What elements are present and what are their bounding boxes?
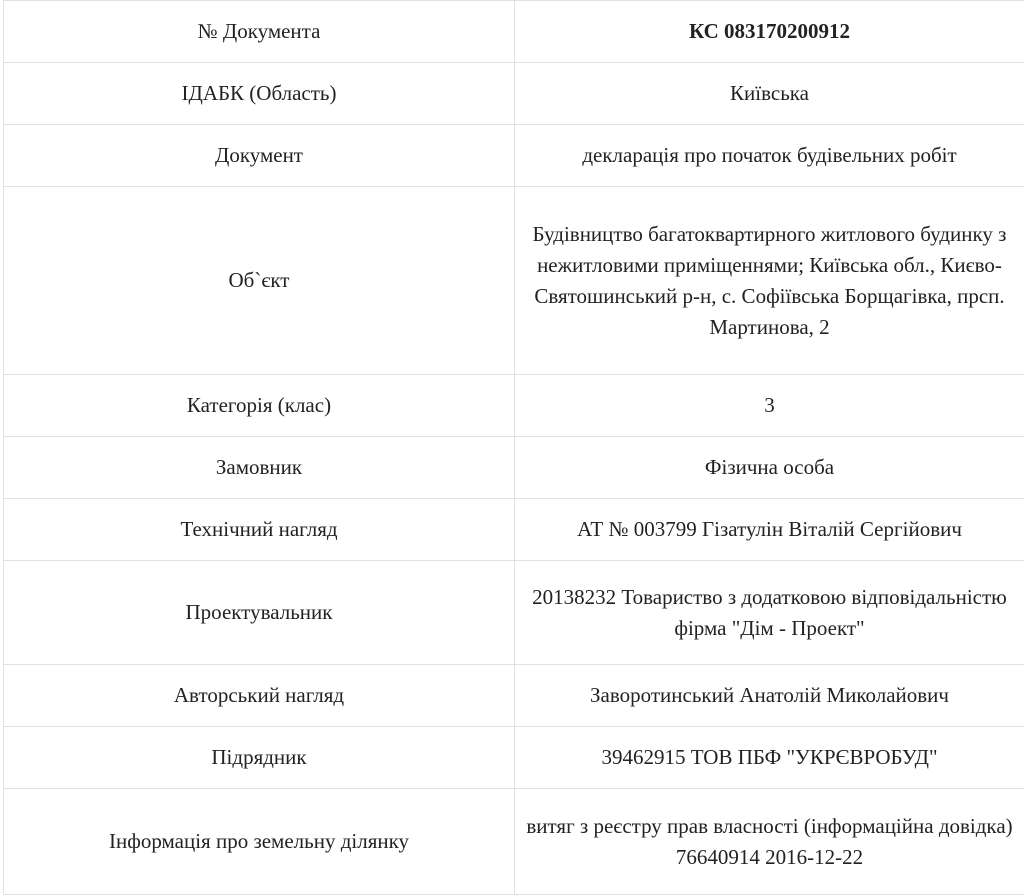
row-value: Будівництво багатоквартирного житлового будинку з нежитловими приміщеннями; Київська обл., Києво-Святошинський р-н, с. Софіївська Борщагівка, прсп. Мартинова, 2 — [515, 187, 1024, 375]
row-value: АТ № 003799 Гізатулін Віталій Сергійович — [515, 499, 1024, 561]
row-label: Об`єкт — [4, 187, 515, 375]
row-designer — [4, 561, 1024, 665]
document-info-table — [3, 0, 1024, 895]
row-label: Авторський нагляд — [4, 665, 515, 727]
row-label: № Документа — [4, 1, 515, 63]
document-number-value: КС 083170200912 — [515, 1, 1024, 63]
row-value: 3 — [515, 375, 1024, 437]
row-label: Технічний нагляд — [4, 499, 515, 561]
row-technical-supervision — [4, 499, 1024, 561]
row-document-number — [4, 1, 1024, 63]
row-idabk-region — [4, 63, 1024, 125]
row-label: Проектувальник — [4, 561, 515, 665]
row-label: Категорія (клас) — [4, 375, 515, 437]
row-land-info — [4, 789, 1024, 895]
row-customer — [4, 437, 1024, 499]
row-label: Документ — [4, 125, 515, 187]
row-contractor — [4, 727, 1024, 789]
row-object — [4, 187, 1024, 375]
row-value: Київська — [515, 63, 1024, 125]
row-value: 39462915 ТОВ ПБФ "УКРЄВРОБУД" — [515, 727, 1024, 789]
row-document-type — [4, 125, 1024, 187]
row-author-supervision — [4, 665, 1024, 727]
row-category — [4, 375, 1024, 437]
row-label: Інформація про земельну ділянку — [4, 789, 515, 895]
row-value: 20138232 Товариство з додатковою відповідальністю фірма "Дім - Проект" — [515, 561, 1024, 665]
row-value: Заворотинський Анатолій Миколайович — [515, 665, 1024, 727]
row-value: декларація про початок будівельних робіт — [515, 125, 1024, 187]
row-value: витяг з реєстру прав власності (інформаційна довідка) 76640914 2016-12-22 — [515, 789, 1024, 895]
row-label: Замовник — [4, 437, 515, 499]
row-label: Підрядник — [4, 727, 515, 789]
row-value: Фізична особа — [515, 437, 1024, 499]
row-label: ІДАБК (Область) — [4, 63, 515, 125]
